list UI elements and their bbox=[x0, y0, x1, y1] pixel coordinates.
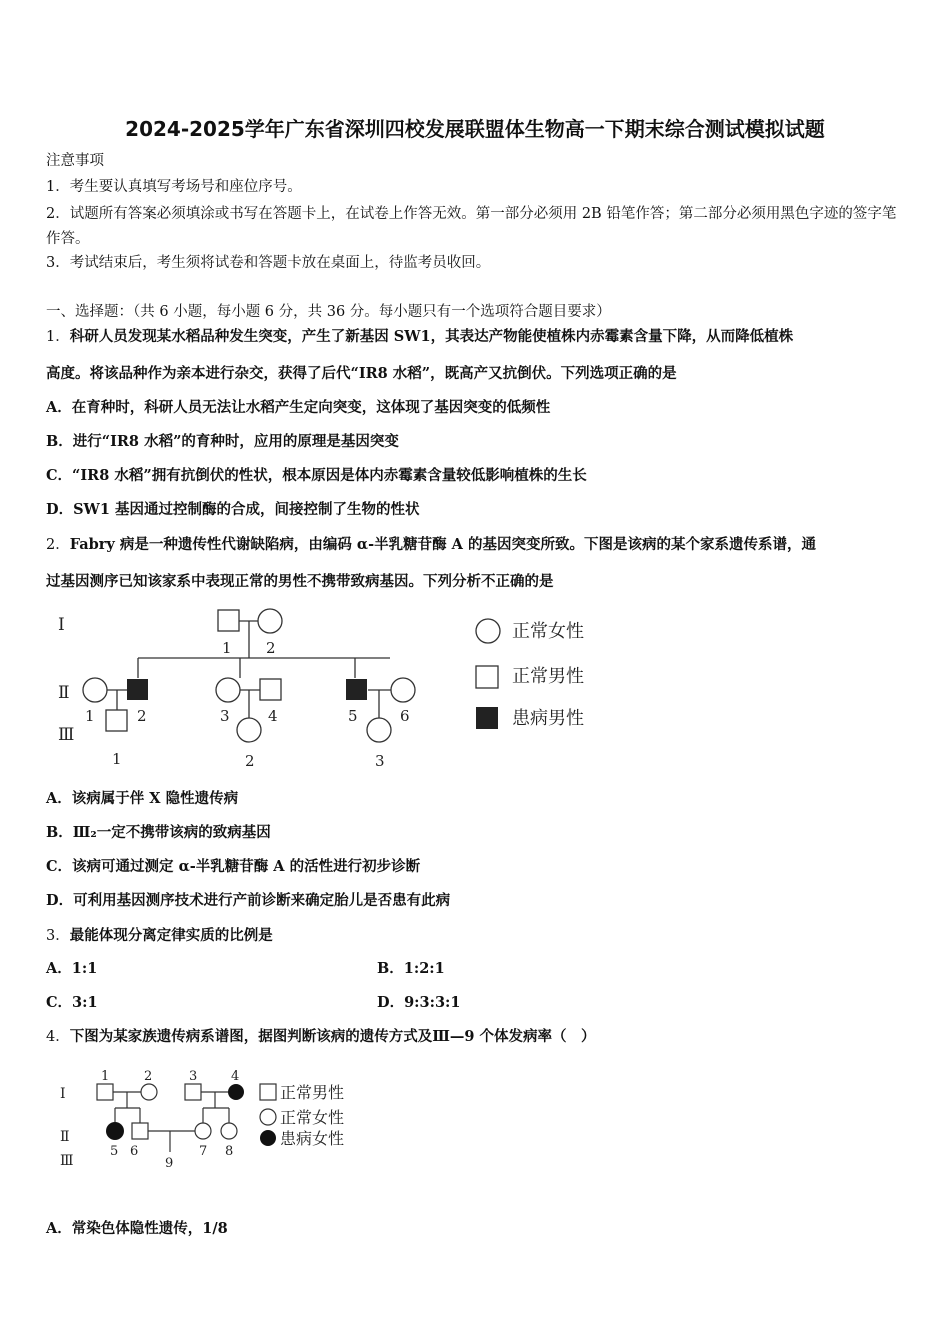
pedigree-figure-2 bbox=[50, 1060, 370, 1175]
question-4-option-a: A．常染色体隐性遗传，1/8 bbox=[46, 1220, 228, 1237]
pedigree-normal-male bbox=[218, 610, 239, 631]
question-number: 2． bbox=[46, 537, 70, 553]
section-heading: 一、选择题：（共 6 小题，每小题 6 分，共 36 分。每小题只有一个选项符合题目要求） bbox=[46, 304, 611, 320]
individual-label: 6 bbox=[130, 1144, 139, 1159]
question-3-stem: 3．最能体现分离定律实质的比例是 bbox=[46, 927, 273, 944]
question-1-stem-line2: 高度。将该品种作为亲本进行杂交，获得了后代“IR8 水稻”，既高产又抗倒伏。下列选项正确的是 bbox=[46, 365, 677, 382]
generation-label: Ⅰ bbox=[60, 1086, 66, 1102]
legend-label: 正常女性 bbox=[512, 621, 584, 642]
question-1-option-c: C．“IR8 水稻”拥有抗倒伏的性状，根本原因是体内赤霉素含量较低影响植株的生长 bbox=[46, 467, 587, 484]
legend-affected-female-symbol bbox=[260, 1130, 276, 1146]
individual-label: 6 bbox=[400, 707, 410, 725]
pedigree-normal-male bbox=[260, 679, 281, 700]
pedigree-normal-male bbox=[106, 710, 127, 731]
question-3-option-d: D．9:3:3:1 bbox=[377, 994, 461, 1011]
legend-affected-male-symbol bbox=[476, 707, 498, 729]
question-1-option-d: D．SW1 基因通过控制酶的合成，间接控制了生物的性状 bbox=[46, 501, 420, 518]
question-1-option-a: A．在育种时，科研人员无法让水稻产生定向突变，这体现了基因突变的低频性 bbox=[46, 399, 551, 416]
pedigree-normal-female bbox=[237, 718, 261, 742]
question-2-stem-line1: 2．Fabry 病是一种遗传性代谢缺陷病，由编码 α-半乳糖苷酶 A 的基因突变所致。下图是该病的某个家系遗传系谱，通 bbox=[46, 536, 816, 553]
generation-label: Ⅲ bbox=[60, 1153, 74, 1169]
question-3-option-a: A．1:1 bbox=[46, 960, 98, 977]
individual-label: 1 bbox=[85, 707, 95, 725]
legend-label: 患病女性 bbox=[280, 1129, 345, 1148]
question-1-option-b: B．进行“IR8 水稻”的育种时，应用的原理是基因突变 bbox=[46, 433, 399, 450]
individual-label: 2 bbox=[245, 752, 255, 770]
pedigree-affected-female bbox=[106, 1122, 124, 1140]
individual-label: 4 bbox=[231, 1069, 240, 1084]
pedigree-normal-female bbox=[141, 1084, 157, 1100]
question-number: 4． bbox=[46, 1029, 70, 1045]
legend-label: 正常男性 bbox=[280, 1083, 345, 1102]
pedigree-normal-female bbox=[216, 678, 240, 702]
generation-label: Ⅱ bbox=[58, 683, 70, 703]
question-number: 3． bbox=[46, 928, 70, 944]
pedigree-figure-1 bbox=[50, 600, 630, 780]
individual-label: 9 bbox=[165, 1156, 174, 1171]
pedigree-affected-female bbox=[228, 1084, 244, 1100]
individual-label: 2 bbox=[144, 1069, 153, 1084]
individual-label: 1 bbox=[222, 639, 232, 657]
pedigree-normal-female bbox=[221, 1123, 237, 1139]
question-1-stem-line1: 1．科研人员发现某水稻品种发生突变，产生了新基因 SW1，其表达产物能使植株内赤霉素含量下降，从而降低植株 bbox=[46, 328, 794, 345]
legend-label: 患病男性 bbox=[512, 708, 584, 729]
pedigree-normal-male bbox=[132, 1123, 148, 1139]
question-3-option-b: B．1:2:1 bbox=[377, 960, 445, 977]
legend-normal-female-symbol bbox=[476, 619, 500, 643]
question-2-stem-line2: 过基因测序已知该家系中表现正常的男性不携带致病基因。下列分析不正确的是 bbox=[46, 573, 554, 590]
generation-label: Ⅰ bbox=[58, 615, 65, 635]
question-2-option-d: D．可利用基因测序技术进行产前诊断来确定胎儿是否患有此病 bbox=[46, 892, 451, 909]
notice-heading: 注意事项 bbox=[46, 153, 104, 169]
pedigree-normal-female bbox=[367, 718, 391, 742]
individual-label: 7 bbox=[199, 1144, 208, 1159]
individual-label: 2 bbox=[266, 639, 276, 657]
individual-label: 5 bbox=[110, 1144, 119, 1159]
individual-label: 8 bbox=[225, 1144, 234, 1159]
question-2-option-c: C．该病可通过测定 α-半乳糖苷酶 A 的活性进行初步诊断 bbox=[46, 858, 421, 875]
question-2-option-a: A．该病属于伴 X 隐性遗传病 bbox=[46, 790, 239, 807]
individual-label: 5 bbox=[348, 707, 358, 725]
legend-label: 正常女性 bbox=[280, 1108, 345, 1127]
question-3-option-c: C．3:1 bbox=[46, 994, 98, 1011]
pedigree-normal-female bbox=[391, 678, 415, 702]
pedigree-normal-female bbox=[83, 678, 107, 702]
generation-label: Ⅱ bbox=[60, 1129, 70, 1145]
question-number: 1． bbox=[46, 329, 70, 345]
legend-normal-male-symbol bbox=[476, 666, 498, 688]
legend-label: 正常男性 bbox=[512, 666, 584, 687]
pedigree-affected-male bbox=[127, 679, 148, 700]
individual-label: 1 bbox=[101, 1069, 110, 1084]
question-4-stem: 4．下图为某家族遗传病系谱图，据图判断该病的遗传方式及Ⅲ—9 个体发病率（ ） bbox=[46, 1028, 596, 1045]
individual-label: 3 bbox=[375, 752, 385, 770]
individual-label: 2 bbox=[137, 707, 147, 725]
notice-item: 1．考生要认真填写考场号和座位序号。 bbox=[46, 179, 302, 195]
individual-label: 1 bbox=[112, 750, 122, 768]
notice-item: 3．考试结束后，考生须将试卷和答题卡放在桌面上，待监考员收回。 bbox=[46, 255, 491, 271]
pedigree-normal-male bbox=[185, 1084, 201, 1100]
pedigree-normal-female bbox=[195, 1123, 211, 1139]
page-title: 2024-2025学年广东省深圳四校发展联盟体生物高一下期末综合测试模拟试题 bbox=[125, 117, 825, 141]
individual-label: 3 bbox=[220, 707, 230, 725]
pedigree-affected-male bbox=[346, 679, 367, 700]
notice-item: 2．试题所有答案必须填涂或书写在答题卡上，在试卷上作答无效。第一部分必须用 2B 铅笔作答；第二部分必须用黑色字迹的签字笔作答。 bbox=[46, 206, 897, 247]
legend-normal-male-symbol bbox=[260, 1084, 276, 1100]
individual-label: 3 bbox=[189, 1069, 198, 1084]
individual-label: 4 bbox=[268, 707, 278, 725]
pedigree-normal-female bbox=[258, 609, 282, 633]
legend-normal-female-symbol bbox=[260, 1109, 276, 1125]
pedigree-normal-male bbox=[97, 1084, 113, 1100]
generation-label: Ⅲ bbox=[58, 725, 75, 745]
question-2-option-b: B．Ⅲ₂一定不携带该病的致病基因 bbox=[46, 824, 271, 841]
